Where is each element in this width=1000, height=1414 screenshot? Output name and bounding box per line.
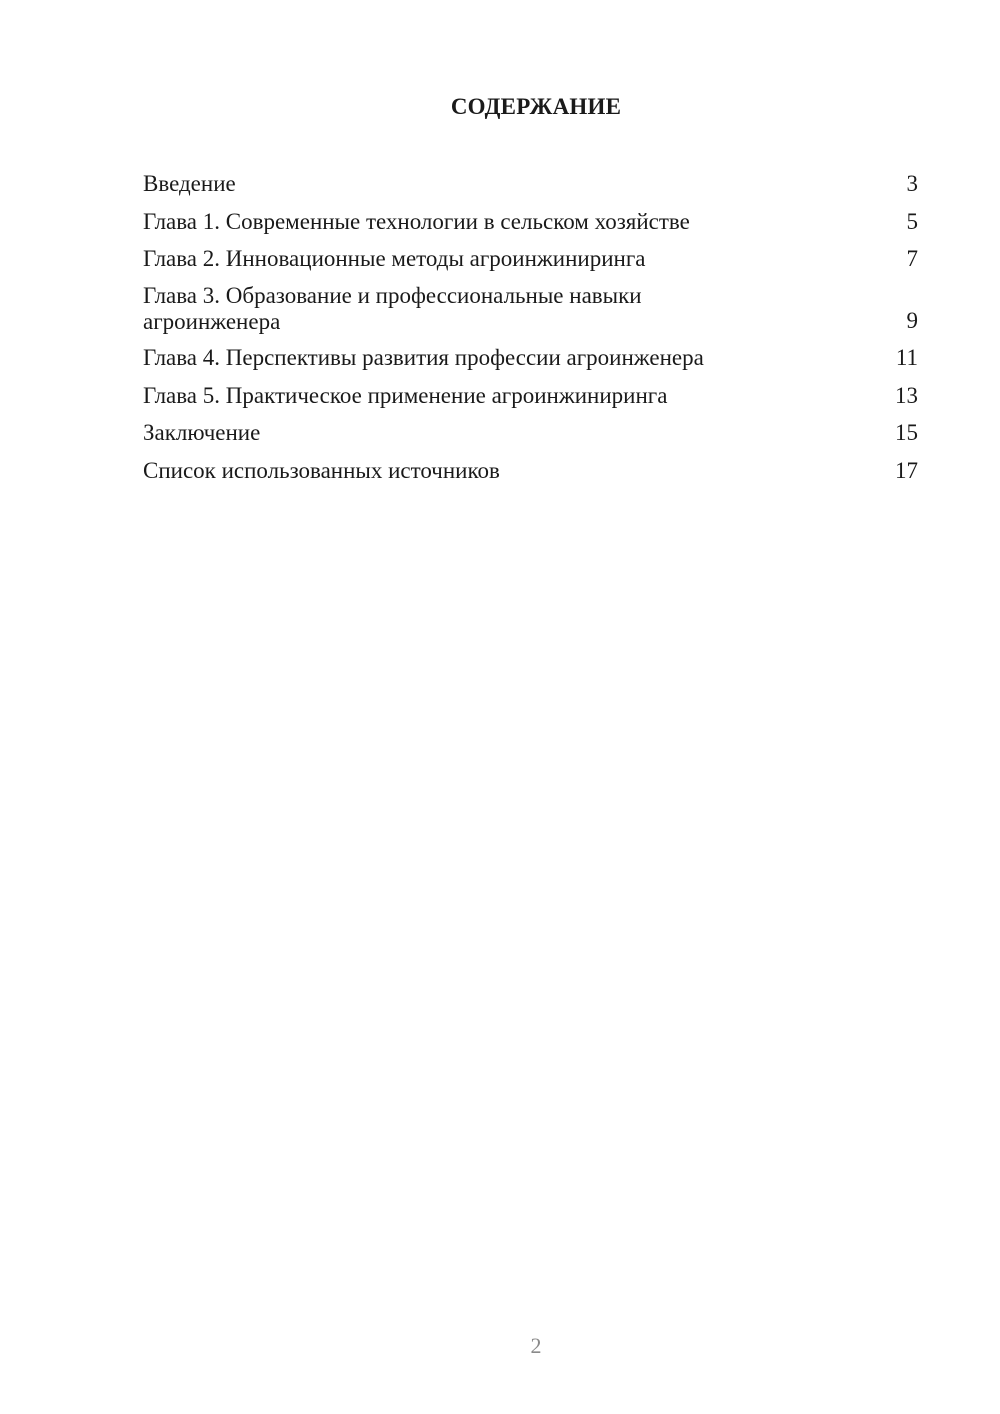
toc-entry-page: 13	[895, 382, 918, 408]
toc-entry-text: Глава 1. Современные технологии в сельском хозяйстве	[143, 208, 690, 234]
toc-entry-chapter-1	[143, 208, 918, 236]
toc-entry-page: 7	[906, 246, 918, 271]
toc-entry-references	[143, 457, 918, 485]
toc-entry-chapter-3	[143, 283, 918, 335]
toc-entry-page: 9	[906, 307, 918, 333]
toc-entry-chapter-4	[143, 344, 918, 372]
toc-entry-text: Введение	[143, 171, 236, 196]
page-title: СОДЕРЖАНИЕ	[450, 94, 622, 119]
table-of-contents	[143, 170, 918, 494]
toc-entry-text: Список использованных источников	[143, 457, 500, 483]
toc-entry-text: Глава 2. Инновационные методы агроинжиниринга	[143, 246, 646, 271]
toc-entry-introduction	[143, 170, 918, 198]
toc-entry-page: 15	[895, 420, 918, 445]
toc-entry-chapter-2	[143, 245, 918, 273]
toc-entry-conclusion	[143, 419, 918, 447]
toc-entry-page: 3	[906, 171, 918, 196]
toc-entry-page: 5	[906, 208, 918, 234]
toc-entry-page: 11	[895, 345, 918, 370]
toc-entry-page: 17	[895, 457, 918, 483]
toc-entry-text: Глава 4. Перспективы развития профессии агроинженера	[143, 345, 704, 370]
toc-entry-text: Заключение	[143, 420, 261, 445]
toc-entry-text: Глава 3. Образование и профессиональные навыки агроинженера	[143, 282, 642, 334]
page-number: 2	[530, 1333, 542, 1358]
toc-entry-text: Глава 5. Практическое применение агроинжиниринга	[143, 382, 668, 408]
toc-entry-chapter-5	[143, 382, 918, 410]
